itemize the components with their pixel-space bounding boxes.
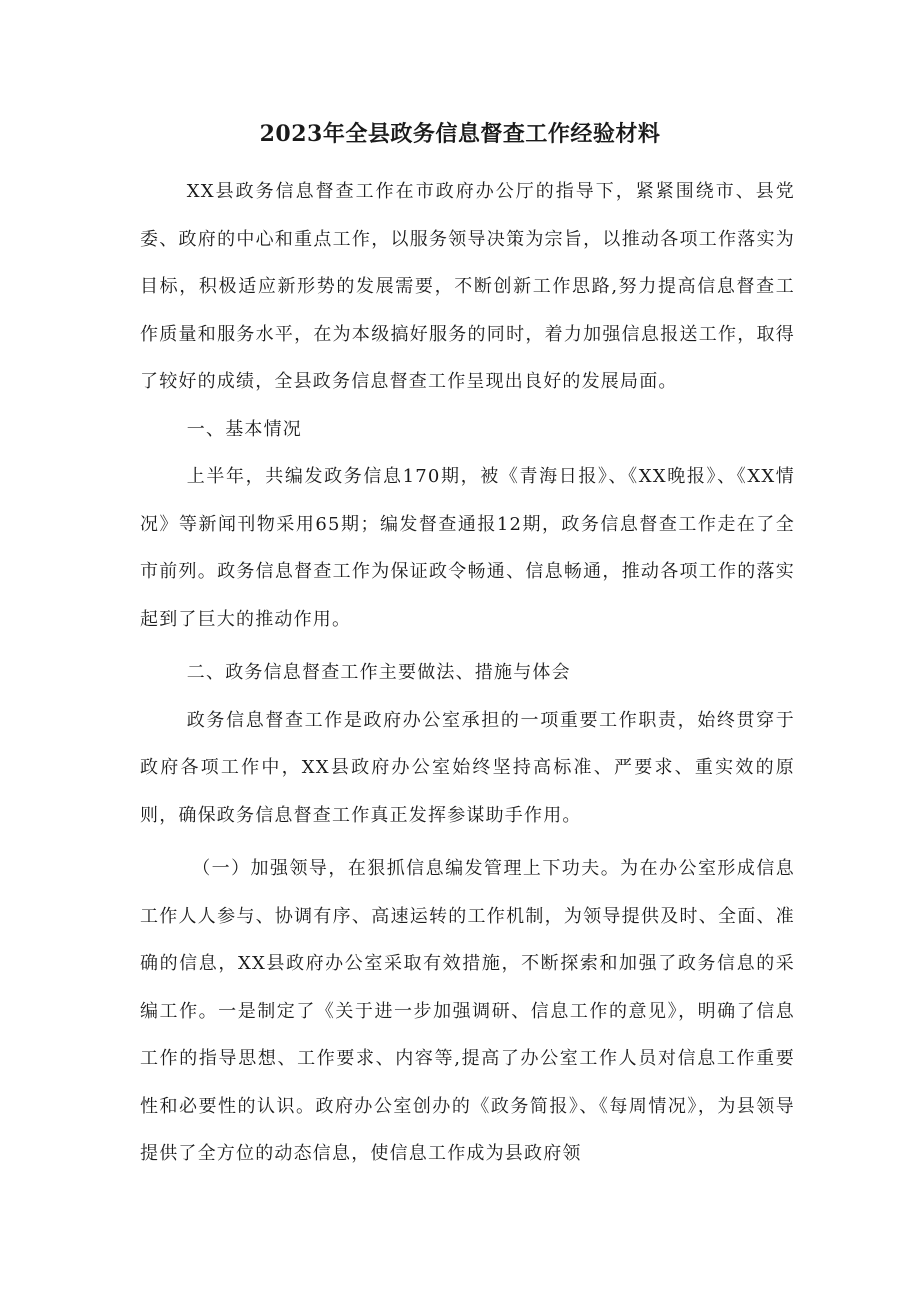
intro-paragraph: XX县政务信息督查工作在市政府办公厅的指导下，紧紧围绕市、县党委、政府的中心和重点工作，以服务领导决策为宗旨，以推动各项工作落实为目标，积极适应新形势的发展需要，不断创新工作思路,努力提高信息督查工作质量和服务水平，在为本级搞好服务的同时，着力加强信息报送工作，取得了较好的成绩，全县政务信息督查工作呈现出良好的发展局面。	[140, 181, 795, 392]
document-body	[140, 168, 795, 1178]
section-heading-basic-situation: 一、基本情况	[186, 418, 302, 440]
leadership-paragraph: （一）加强领导，在狠抓信息编发管理上下功夫。为在办公室形成信息工作人人参与、协调有序、高速运转的工作机制，为领导提供及时、全面、准确的信息，XX县政府办公室采取有效措施，不断探索和加强了政务信息的采编工作。一是制定了《关于进一步加强调研、信息工作的意见》，明确了信息工作的指导思想、工作要求、内容等,提高了办公室工作人员对信息工作重要性和必要性的认识。政府办公室创办的《政务简报》、《每周情况》，为县领导提供了全方位的动态信息，使信息工作成为县政府领	[140, 858, 795, 1164]
measures-intro-paragraph: 政务信息督查工作是政府办公室承担的一项重要工作职责，始终贯穿于政府各项工作中，XX县政府办公室始终坚持高标准、严要求、重实效的原则，确保政务信息督查工作真正发挥参谋助手作用。	[140, 709, 795, 826]
section-heading-measures: 二、政务信息督查工作主要做法、措施与体会	[186, 662, 571, 683]
basic-situation-paragraph: 上半年，共编发政务信息170期，被《青海日报》、《XX晚报》、《XX情况》等新闻刊物采用65期；编发督查通报12期，政务信息督查工作走在了全市前列。政务信息督查工作为保证政令畅通、信息畅通，推动各项工作的落实起到了巨大的推动作用。	[140, 466, 795, 630]
document-title: 2023年全县政务信息督查工作经验材料	[259, 121, 661, 147]
